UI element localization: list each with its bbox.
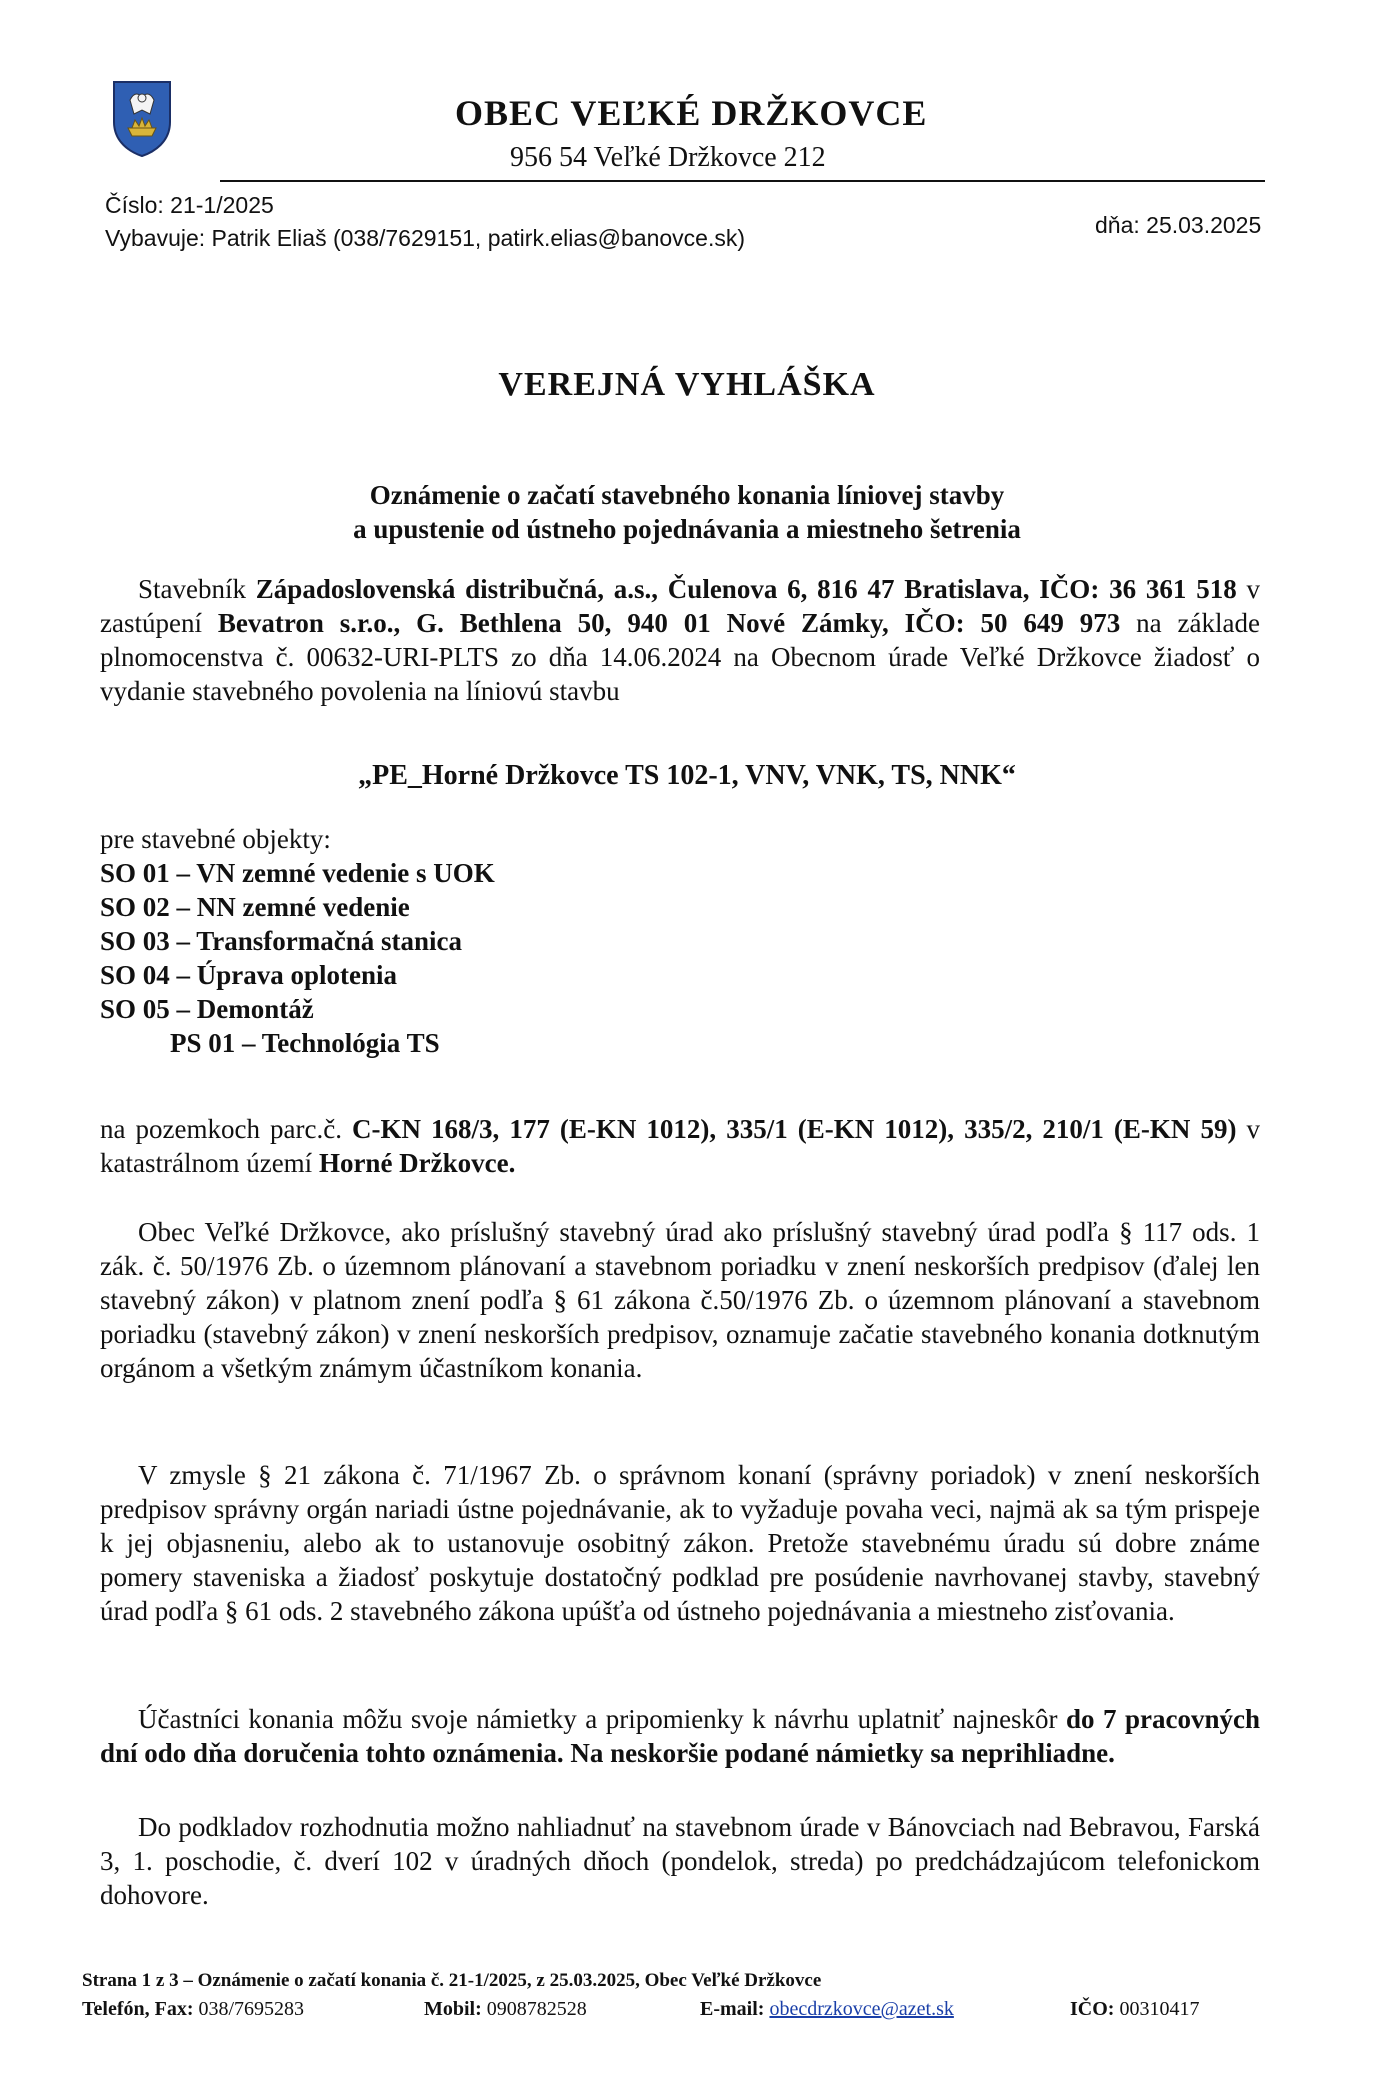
applicant-text-1: Stavebník: [138, 574, 256, 604]
email-link[interactable]: obecdrzkovce@azet.sk: [769, 1998, 954, 2020]
object-item: PS 01 – Technológia TS: [170, 1028, 440, 1058]
reference-number: Číslo: 21-1/2025: [105, 192, 274, 218]
applicant-name: Západoslovenská distribučná, a.s., Čulenova 6, 816 47 Bratislava, IČO: 36 361 518: [255, 574, 1237, 604]
phone-label: Telefón, Fax:: [82, 1998, 194, 2020]
object-item: SO 05 – Demontáž: [100, 994, 314, 1024]
mobile-number: 0908782528: [481, 1998, 587, 2020]
footer-ico: [1070, 1998, 1199, 2021]
object-item: SO 02 – NN zemné vedenie: [100, 892, 410, 922]
document-title: VEREJNÁ VYHLÁŠKA: [498, 366, 876, 403]
objections-paragraph: [100, 1702, 1260, 1770]
handler-contact: Vybavuje: Patrik Eliaš (038/7629151, patirk.elias@banovce.sk): [105, 225, 746, 251]
building-objects-list: [100, 822, 900, 1060]
municipality-address: 956 54 Veľké Držkovce 212: [510, 142, 826, 173]
applicant-text-2: v zastúpení: [100, 574, 1261, 638]
objections-text: Účastníci konania môžu svoje námietky a pripomienky k návrhu uplatniť najneskôr: [138, 1704, 1067, 1734]
objects-intro: pre stavebné objekty:: [100, 824, 331, 854]
header-divider: [220, 180, 1265, 182]
documents-paragraph: Do podkladov rozhodnutia možno nahliadnuť na stavebnom úrade v Bánovciach nad Bebravou, Farská 3, 1. poschodie, č. dverí 102 v úradných dňoch (pondelok, streda) po predchádzajúcom telefonickom dohovore.: [100, 1812, 1260, 1910]
phone-number: 038/7695283: [193, 1998, 305, 2020]
footer-mobile: [424, 1998, 587, 2021]
object-item: SO 03 – Transformačná stanica: [100, 926, 463, 956]
mobile-label: Mobil:: [424, 1998, 482, 2020]
parcels-paragraph: [100, 1112, 1260, 1180]
footer-phone: [82, 1998, 304, 2021]
representative-name: Bevatron s.r.o., G. Bethlena 50, 940 01 Nové Zámky, IČO: 50 649 973: [217, 608, 1121, 638]
municipality-name: OBEC VEĽKÉ DRŽKOVCE: [455, 93, 928, 133]
cadastral-area: Horné Držkovce.: [318, 1148, 516, 1178]
email-label: E-mail:: [700, 1998, 765, 2020]
footer-email: [700, 1998, 954, 2021]
law-paragraph: V zmysle § 21 zákona č. 71/1967 Zb. o správnom konaní (správny poriadok) v znení neskorších predpisov správny orgán nariadi ústne pojednávanie, ak to vyžaduje povaha veci, najmä ak sa tým prispeje k jej objasneniu, alebo ak to ustanovuje osobitný zákon. Pretože stavebnému úradu sú dobre známe pomery staveniska a žiadosť poskytuje dostatočný podklad pre posúdenie navrhovanej stavby, stavebný úrad podľa § 61 ods. 2 stavebného zákona upúšťa od ústneho pojednávania a miestneho zisťovania.: [100, 1460, 1260, 1626]
object-item: SO 01 – VN zemné vedenie s UOK: [100, 858, 495, 888]
parcels-text-1: na pozemkoch parc.č.: [100, 1114, 353, 1144]
ico-label: IČO:: [1070, 1998, 1115, 2020]
footer-page-info: Strana 1 z 3 – Oznámenie o začatí konania č. 21-1/2025, z 25.03.2025, Obec Veľké Držkovce: [82, 1970, 822, 1991]
document-date: dňa: 25.03.2025: [1095, 212, 1262, 238]
objections-deadline: do 7 pracovných dní odo dňa doručenia tohto oznámenia. Na neskoršie podané námietky sa neprihliadne.: [100, 1704, 1260, 1768]
project-name: „PE_Horné Držkovce TS 102-1, VNV, VNK, TS, NNK“: [358, 760, 1016, 791]
applicant-paragraph: [100, 572, 1260, 708]
ico-number: 00310417: [1114, 1998, 1200, 2020]
object-item: SO 04 – Úprava oplotenia: [100, 960, 398, 990]
parcels-text-2: v katastrálnom území: [100, 1114, 1260, 1178]
coat-of-arms-icon: [110, 78, 174, 158]
parcel-numbers: C-KN 168/3, 177 (E-KN 1012), 335/1 (E-KN 1012), 335/2, 210/1 (E-KN 59): [352, 1114, 1237, 1144]
subject-heading: [0, 478, 1374, 546]
applicant-text-3: na základe plnomocenstva č. 00632-URI-PLTS zo dňa 14.06.2024 na Obecnom úrade Veľké Držkovce žiadosť o vydanie stavebného povolenia na líniovú stavbu: [100, 608, 1260, 706]
subject-line-1: Oznámenie o začatí stavebného konania líniovej stavby: [369, 480, 1005, 510]
subject-line-2: a upustenie od ústneho pojednávania a miestneho šetrenia: [353, 514, 1021, 544]
office-paragraph: Obec Veľké Držkovce, ako príslušný stavebný úrad ako príslušný stavebný úrad podľa § 117 ods. 1 zák. č. 50/1976 Zb. o územnom plánovaní a stavebnom poriadku v znení neskorších predpisov (ďalej len stavebný zákon) v platnom znení podľa § 61 zákona č.50/1976 Zb. o územnom plánovaní a stavebnom poriadku (stavebný zákon) v znení neskorších predpisov, oznamuje začatie stavebného konania dotknutým orgánom a všetkým známym účastníkom konania.: [100, 1217, 1260, 1383]
